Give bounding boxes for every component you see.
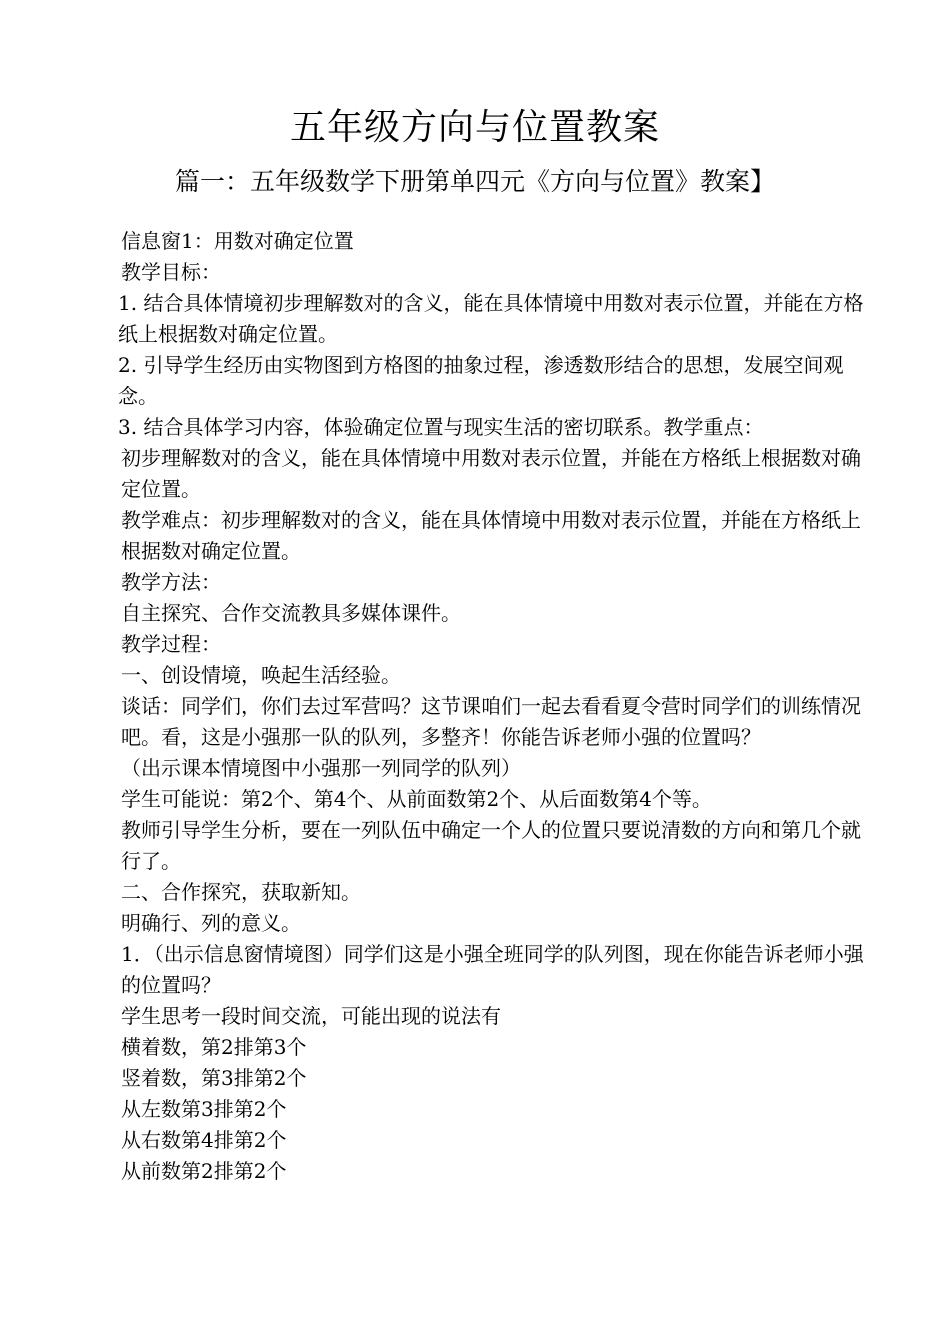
paragraph: 教学难点：初步理解数对的含义，能在具体情境中用数对表示位置，并能在方格纸上根据数对确定位置。: [121, 508, 861, 563]
paragraph: 从前数第2排第2个: [121, 1159, 287, 1183]
paragraph: 信息窗1：用数对确定位置: [121, 229, 354, 253]
paragraph: 从右数第4排第2个: [121, 1128, 287, 1152]
paragraph: 1．（出示信息窗情境图）同学们这是小强全班同学的队列图，现在你能告诉老师小强的位置吗？: [121, 942, 864, 997]
paragraph: 明确行、列的意义。: [121, 911, 301, 935]
paragraph: 3. 结合具体学习内容，体验确定位置与现实生活的密切联系。教学重点：: [118, 415, 764, 439]
paragraph: 1. 结合具体情境初步理解数对的含义，能在具体情境中用数对表示位置，并能在方格纸上根据数对确定位置。: [118, 291, 864, 346]
paragraph: 学生可能说：第2个、第4个、从前面数第2个、从后面数第4个等。: [121, 787, 712, 811]
paragraph: 教师引导学生分析，要在一列队伍中确定一个人的位置只要说清数的方向和第几个就行了。: [121, 818, 861, 873]
paragraph: 一、创设情境，唤起生活经验。: [121, 663, 401, 687]
paragraph: 从左数第3排第2个: [121, 1097, 287, 1121]
paragraph: 谈话：同学们，你们去过军营吗？这节课咱们一起去看看夏令营时同学们的训练情况吧。看，这是小强那一队的队列，多整齐！你能告诉老师小强的位置吗？: [121, 694, 861, 749]
paragraph: （出示课本情境图中小强那一列同学的队列）: [121, 756, 521, 780]
paragraph: 初步理解数对的含义，能在具体情境中用数对表示位置，并能在方格纸上根据数对确定位置。: [121, 446, 861, 501]
paragraph: 教学过程：: [121, 632, 221, 656]
document-body: [110, 226, 870, 1187]
paragraph: 二、合作探究，获取新知。: [121, 880, 361, 904]
paragraph: 横着数，第2排第3个: [121, 1035, 307, 1059]
paragraph: 自主探究、合作交流教具多媒体课件。: [121, 601, 461, 625]
paragraph: 教学方法：: [121, 570, 221, 594]
document-subtitle: 篇一：五年级数学下册第单四元《方向与位置》教案】: [174, 167, 775, 196]
paragraph: 教学目标：: [121, 260, 221, 284]
paragraph: 学生思考一段时间交流，可能出现的说法有: [121, 1004, 501, 1028]
document-title: 五年级方向与位置教案: [289, 107, 660, 148]
paragraph: 竖着数，第3排第2个: [121, 1066, 307, 1090]
paragraph: 2. 引导学生经历由实物图到方格图的抽象过程，渗透数形结合的思想，发展空间观念。: [118, 353, 844, 408]
